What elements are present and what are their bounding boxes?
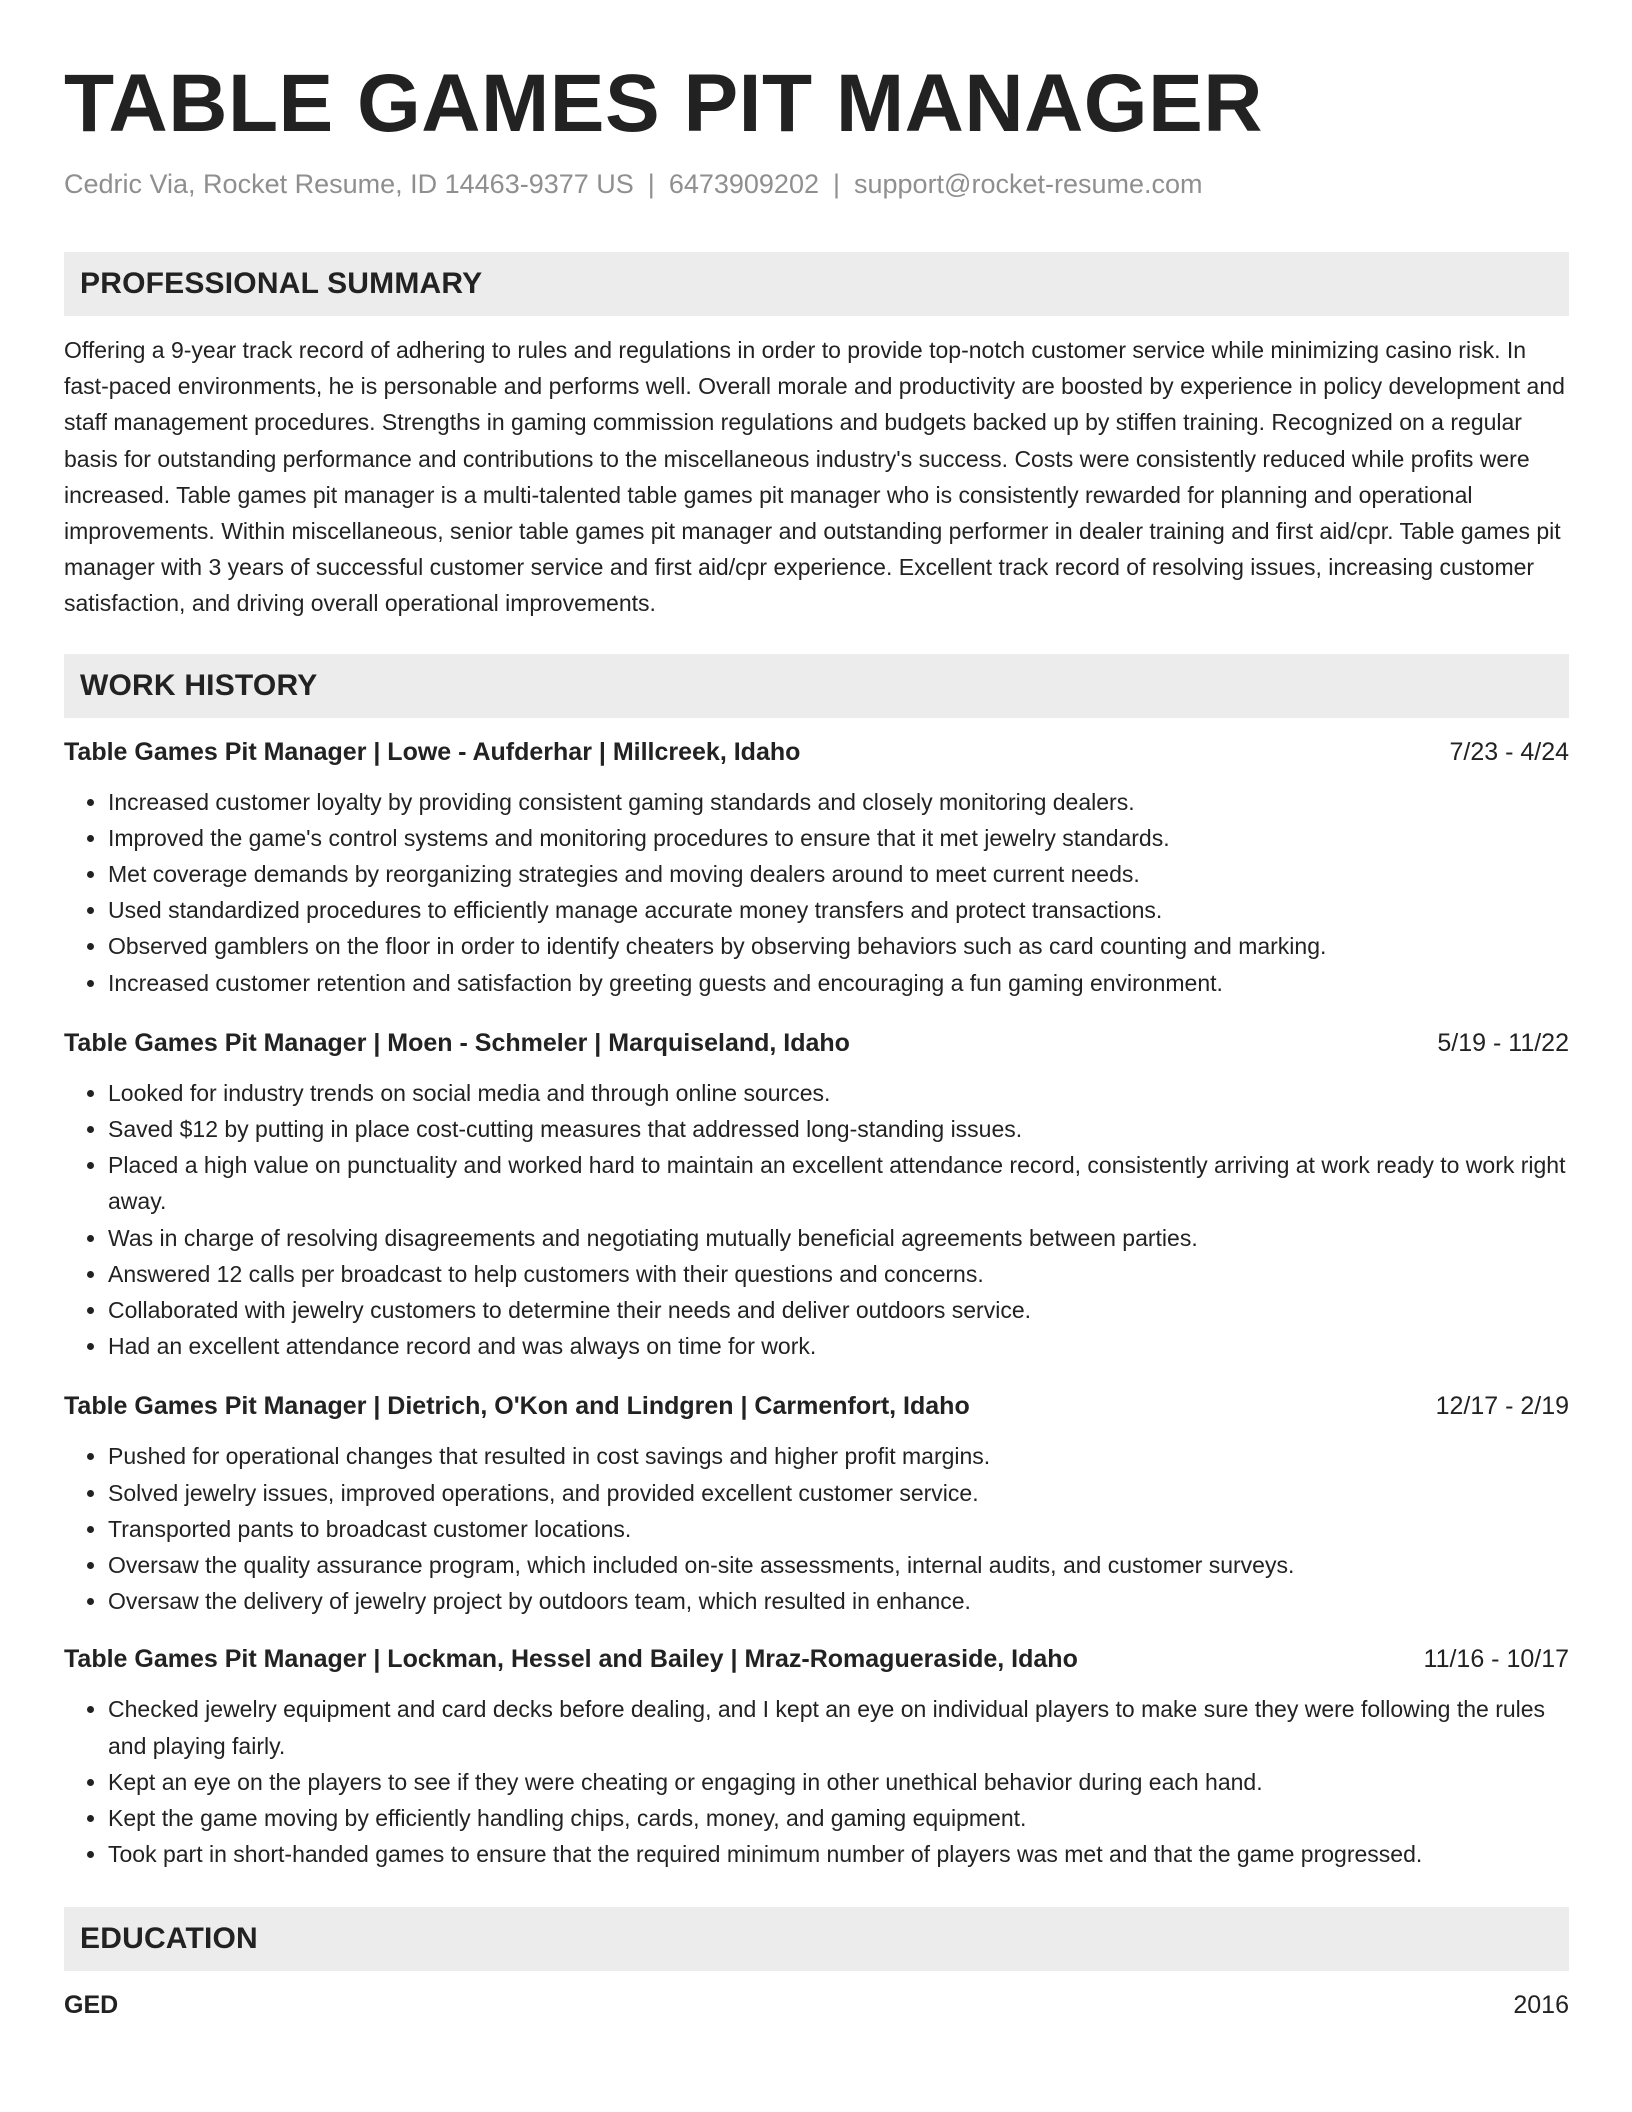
education-section-header: EDUCATION — [64, 1907, 1569, 1971]
job-bullet: • Oversaw the delivery of jewelry project by outdoors team, which resulted in enhance. — [108, 1583, 1569, 1619]
job-title-row — [64, 1641, 1569, 1677]
job-title-row — [64, 1388, 1569, 1424]
work-history-section-header: WORK HISTORY — [64, 654, 1569, 718]
job-dates: 5/19 - 11/22 — [1437, 1028, 1569, 1057]
job-entry — [64, 1641, 1569, 1872]
job-title: Table Games Pit Manager | Lockman, Hessel and Bailey | Mraz-Romagueraside, Idaho — [64, 1645, 1078, 1674]
work-history-list — [64, 734, 1569, 1873]
job-bullet-list — [64, 1438, 1569, 1619]
job-title: Table Games Pit Manager | Lowe - Aufderhar | Millcreek, Idaho — [64, 737, 801, 766]
job-bullet-list — [64, 784, 1569, 1001]
job-bullet: • Increased customer loyalty by providing consistent gaming standards and closely monitoring dealers. — [108, 784, 1569, 820]
job-entry — [64, 734, 1569, 1001]
job-bullet: • Looked for industry trends on social media and through online sources. — [108, 1075, 1569, 1111]
education-row — [64, 1987, 1569, 2023]
job-bullet-list — [64, 1691, 1569, 1872]
job-title: Table Games Pit Manager | Dietrich, O'Kon and Lindgren | Carmenfort, Idaho — [64, 1392, 970, 1421]
job-bullet: • Increased customer retention and satisfaction by greeting guests and encouraging a fun gaming environment. — [108, 965, 1569, 1001]
summary-text: Offering a 9-year track record of adhering to rules and regulations in order to provide top-notch customer service while minimizing casino risk. In fast-paced environments, he is personable and performs well. Overall morale and productivity are boosted by experience in policy development and staff management procedures. Strengths in gaming commission regulations and budgets backed up by stiffen training. Recognized on a regular basis for outstanding performance and contributions to the miscellaneous industry's success. Costs were consistently reduced while profits were increased. Table games pit manager is a multi-talented table games pit manager who is consistently rewarded for planning and operational improvements. Within miscellaneous, senior table games pit manager and outstanding performer in dealer training and first aid/cpr. Table games pit manager with 3 years of successful customer service and first aid/cpr experience. Excellent track record of resolving issues, increasing customer satisfaction, and driving overall operational improvements. — [64, 337, 1565, 617]
job-bullet-list — [64, 1075, 1569, 1365]
contact-line — [64, 166, 1569, 202]
job-dates: 11/16 - 10/17 — [1423, 1645, 1569, 1674]
contact-separator: | — [647, 169, 655, 199]
job-bullet: • Checked jewelry equipment and card decks before dealing, and I kept an eye on individual players to make sure they were following the rules and playing fairly. — [108, 1691, 1569, 1763]
job-bullet: • Took part in short-handed games to ensure that the required minimum number of players was met and that the game progressed. — [108, 1836, 1569, 1872]
contact-phone: 6473909202 — [668, 169, 819, 199]
contact-separator: | — [832, 169, 840, 199]
job-bullet: • Met coverage demands by reorganizing strategies and moving dealers around to meet current needs. — [108, 856, 1569, 892]
job-bullet: • Collaborated with jewelry customers to determine their needs and deliver outdoors service. — [108, 1292, 1569, 1328]
job-bullet: • Transported pants to broadcast customer locations. — [108, 1511, 1569, 1547]
job-bullet: • Observed gamblers on the floor in order to identify cheaters by observing behaviors such as card counting and marking. — [108, 928, 1569, 964]
job-bullet: • Answered 12 calls per broadcast to help customers with their questions and concerns. — [108, 1256, 1569, 1292]
job-title-row — [64, 1025, 1569, 1061]
education-degree: GED — [64, 1990, 119, 2019]
job-title: Table Games Pit Manager | Moen - Schmeler | Marquiseland, Idaho — [64, 1028, 850, 1057]
education-year: 2016 — [1513, 1990, 1569, 2019]
job-bullet: • Had an excellent attendance record and was always on time for work. — [108, 1328, 1569, 1364]
contact-email: support@rocket-resume.com — [854, 169, 1203, 199]
job-entry — [64, 1025, 1569, 1365]
job-bullet: • Kept the game moving by efficiently handling chips, cards, money, and gaming equipment. — [108, 1800, 1569, 1836]
job-bullet: • Saved $12 by putting in place cost-cutting measures that addressed long-standing issues. — [108, 1111, 1569, 1147]
job-bullet: • Placed a high value on punctuality and worked hard to maintain an excellent attendance record, consistently arriving at work ready to work right away. — [108, 1147, 1569, 1219]
job-dates: 12/17 - 2/19 — [1435, 1392, 1569, 1421]
job-bullet: • Used standardized procedures to efficiently manage accurate money transfers and protect transactions. — [108, 892, 1569, 928]
job-bullet: • Kept an eye on the players to see if they were cheating or engaging in other unethical behavior during each hand. — [108, 1764, 1569, 1800]
job-bullet: • Oversaw the quality assurance program, which included on-site assessments, internal audits, and customer surveys. — [108, 1547, 1569, 1583]
job-dates: 7/23 - 4/24 — [1449, 737, 1569, 766]
contact-address: Cedric Via, Rocket Resume, ID 14463-9377 US — [64, 169, 634, 199]
job-bullet: • Pushed for operational changes that resulted in cost savings and higher profit margins. — [108, 1438, 1569, 1474]
job-bullet: • Was in charge of resolving disagreements and negotiating mutually beneficial agreements between parties. — [108, 1220, 1569, 1256]
job-bullet: • Solved jewelry issues, improved operations, and provided excellent customer service. — [108, 1475, 1569, 1511]
summary-section-header: PROFESSIONAL SUMMARY — [64, 252, 1569, 316]
resume-title: TABLE GAMES PIT MANAGER — [64, 58, 1263, 149]
job-title-row — [64, 734, 1569, 770]
job-bullet: • Improved the game's control systems and monitoring procedures to ensure that it met jewelry standards. — [108, 820, 1569, 856]
job-entry — [64, 1388, 1569, 1619]
